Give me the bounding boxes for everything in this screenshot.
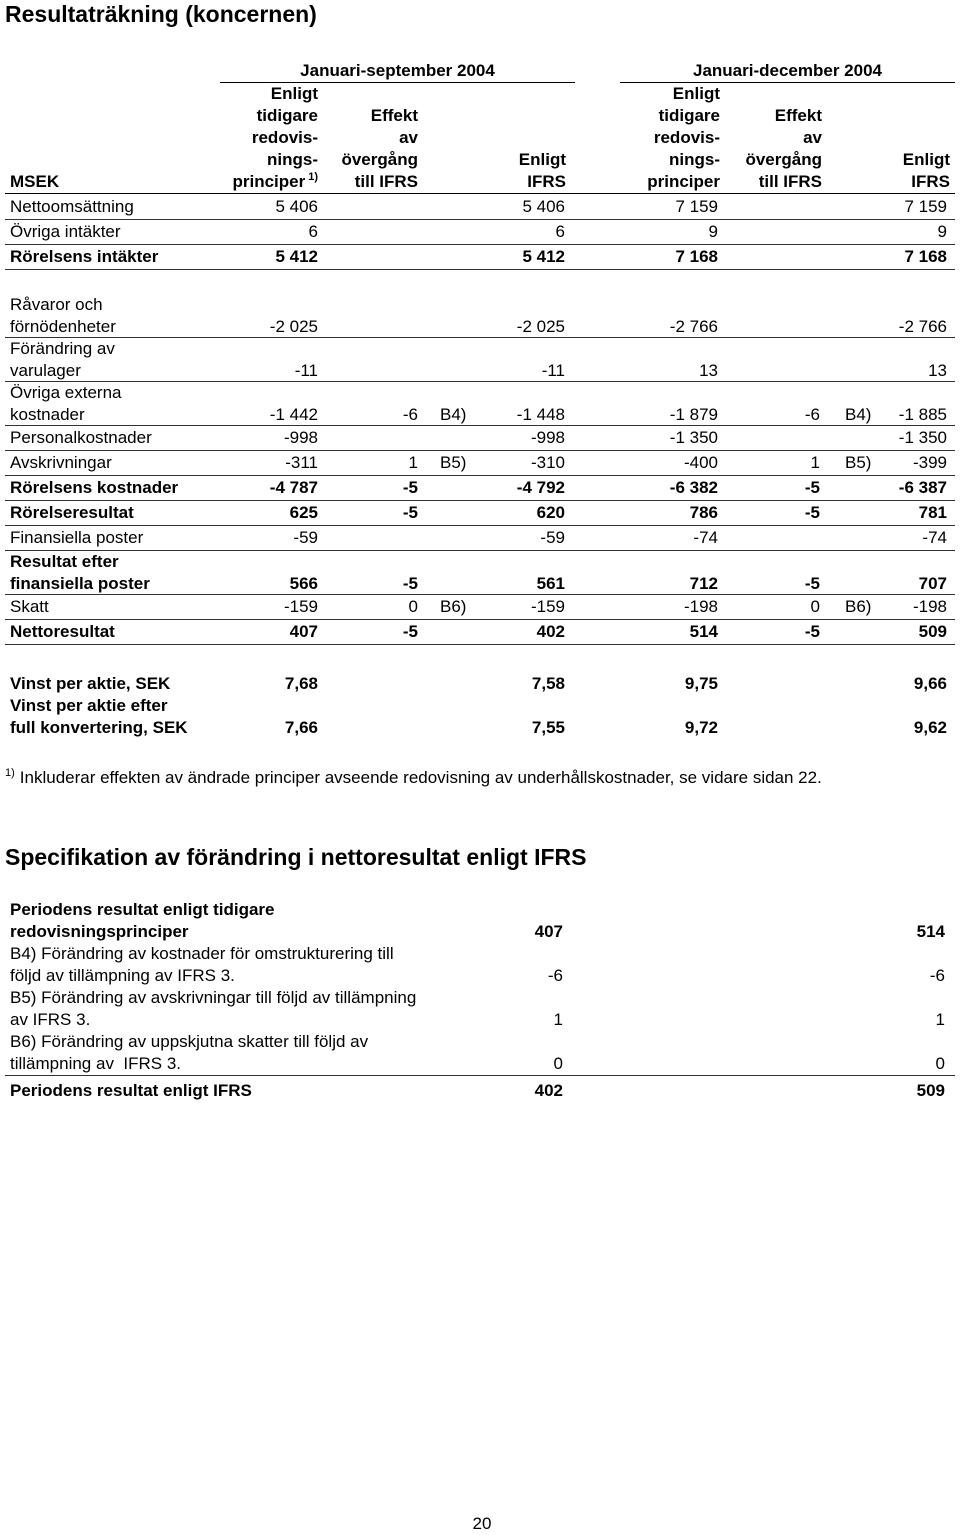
- value-ifrs-period-2: 509: [918, 622, 947, 641]
- value-effect-period-2: -5: [804, 574, 820, 593]
- table-row: [0, 426, 960, 451]
- column-header-line: principer: [647, 172, 720, 191]
- column-header-line: tidigare: [256, 106, 318, 125]
- row-label-line: Skatt: [10, 597, 49, 616]
- column-header-line: IFRS: [911, 172, 950, 191]
- note-ref-period-2: B6): [845, 597, 872, 616]
- value-effect-period-2: -5: [804, 478, 820, 497]
- value-ifrs-period-2: 9,66: [913, 674, 947, 693]
- value-previous-period-1: -1 442: [269, 405, 318, 424]
- row-group: [0, 195, 960, 270]
- column-header-effect-period-1: [325, 105, 418, 193]
- row-label-line: Råvaror och: [10, 295, 103, 314]
- value-effect-period-1: 1: [408, 453, 418, 472]
- value-previous-period-1: 407: [289, 622, 318, 641]
- value-ifrs-period-1: -11: [541, 361, 565, 380]
- row-label: [0, 673, 960, 695]
- row-label-line: Rörelsens intäkter: [10, 247, 159, 266]
- spec-row: [0, 987, 960, 1031]
- footnote-marker: 1): [5, 767, 15, 779]
- value-previous-period-2: 9,72: [684, 718, 718, 737]
- column-header-ifrs-period-2: [860, 149, 950, 193]
- value-previous-period-2: 9,75: [684, 674, 718, 693]
- table-row: [0, 338, 960, 382]
- value-previous-period-1: -311: [285, 453, 318, 472]
- unit-header: [10, 171, 59, 193]
- table-row: [0, 451, 960, 476]
- column-header-line: av: [399, 128, 418, 147]
- column-header-line: övergång: [745, 150, 822, 169]
- value-effect-period-2: 0: [810, 597, 820, 616]
- spec-value-jan-sep: 402: [534, 1081, 563, 1100]
- row-label: [0, 196, 960, 218]
- column-header: [0, 83, 960, 193]
- value-ifrs-period-1: 561: [536, 574, 565, 593]
- footnote-text: Inkluderar effekten av ändrade principer avseende redovisning av underhållskostnader, se vidare sidan 22.: [19, 768, 822, 787]
- row-label-line: Periodens resultat enligt IFRS: [10, 1081, 252, 1100]
- value-previous-period-2: 9: [708, 222, 718, 241]
- value-ifrs-period-2: -6 387: [898, 478, 947, 497]
- row-label-line: full konvertering, SEK: [10, 718, 188, 737]
- value-ifrs-period-1: 5 406: [522, 197, 565, 216]
- value-ifrs-period-1: 5 412: [522, 247, 565, 266]
- table-row: [0, 695, 960, 739]
- spec-value-jan-dec: -6: [929, 966, 945, 985]
- table-row: [0, 673, 960, 695]
- value-ifrs-period-1: -59: [540, 528, 565, 547]
- value-ifrs-period-1: -1 448: [516, 405, 565, 424]
- row-label-line: B5) Förändring av avskrivningar till följd av tillämpning: [10, 988, 417, 1007]
- row-label: [0, 221, 960, 243]
- column-header-line: IFRS: [527, 172, 566, 191]
- value-ifrs-period-1: 6: [555, 222, 565, 241]
- spec-value-jan-sep: 407: [534, 922, 563, 941]
- row-label-line: Rörelseresultat: [10, 503, 134, 522]
- value-previous-period-2: 514: [689, 622, 718, 641]
- note-ref-period-1: B6): [440, 597, 467, 616]
- value-previous-period-2: -6 382: [669, 478, 718, 497]
- row-label-line: B4) Förändring av kostnader för omstrukturering till: [10, 944, 394, 963]
- row-label: [0, 527, 960, 549]
- column-header-line: av: [803, 128, 822, 147]
- page-number: 20: [472, 1514, 492, 1533]
- table-row: [0, 294, 960, 338]
- value-previous-period-2: -400: [683, 453, 718, 472]
- value-ifrs-period-1: -2 025: [516, 317, 565, 336]
- row-label-line: Resultat efter: [10, 552, 119, 571]
- value-previous-period-1: -59: [293, 528, 318, 547]
- row-label: [0, 294, 960, 338]
- column-header-line: övergång: [341, 150, 418, 169]
- row-label-line: finansiella poster: [10, 574, 150, 593]
- row-label-line: Övriga externa: [10, 383, 122, 402]
- value-effect-period-2: 1: [810, 453, 820, 472]
- row-group: [0, 294, 960, 645]
- column-header-line: redovis-: [251, 128, 318, 147]
- value-previous-period-1: -998: [283, 428, 318, 447]
- value-previous-period-2: -2 766: [669, 317, 718, 336]
- value-ifrs-period-2: 9: [937, 222, 947, 241]
- table-row: [0, 501, 960, 526]
- column-header-ifrs-period-1: [470, 149, 566, 193]
- row-label-line: Personalkostnader: [10, 428, 152, 447]
- column-header-text: principer: [232, 172, 306, 191]
- row-label-line: tillämpning av IFRS 3.: [10, 1054, 182, 1073]
- value-previous-period-1: 5 412: [275, 247, 318, 266]
- value-effect-period-1: 0: [408, 597, 418, 616]
- value-ifrs-period-2: 9,62: [913, 718, 947, 737]
- spec-value-jan-dec: 514: [916, 922, 945, 941]
- table-row: [0, 382, 960, 426]
- value-ifrs-period-1: -310: [530, 453, 565, 472]
- table-row: [0, 195, 960, 220]
- footnote: [5, 767, 822, 789]
- value-ifrs-period-1: -159: [530, 597, 565, 616]
- period-heading-jan-sep: Januari-september 2004: [220, 60, 575, 82]
- row-label: [0, 695, 960, 739]
- table-row: [0, 526, 960, 551]
- row-label-line: varulager: [10, 361, 81, 380]
- spec-row: [0, 899, 960, 943]
- value-previous-period-1: 7,66: [284, 718, 318, 737]
- specification-title: Specifikation av förändring i nettoresultat enligt IFRS: [5, 844, 587, 870]
- row-label-line: Övriga intäkter: [10, 222, 121, 241]
- row-label: [0, 246, 960, 268]
- row-label-line: Finansiella poster: [10, 528, 144, 547]
- column-header-previous-period-1: [200, 83, 318, 193]
- value-previous-period-1: 5 406: [275, 197, 318, 216]
- table-row: [0, 220, 960, 245]
- column-header-line: nings-: [669, 150, 720, 169]
- value-previous-period-2: 13: [699, 361, 718, 380]
- value-ifrs-period-1: 7,55: [531, 718, 565, 737]
- note-ref-period-1: B5): [440, 453, 467, 472]
- row-label-line: Avskrivningar: [10, 453, 112, 472]
- period-heading-jan-dec: Januari-december 2004: [620, 60, 955, 82]
- value-previous-period-1: -2 025: [269, 317, 318, 336]
- note-ref-period-1: B4): [440, 405, 467, 424]
- column-header-line: redovis-: [653, 128, 720, 147]
- value-previous-period-2: -74: [693, 528, 718, 547]
- column-header-line: Effekt: [774, 106, 822, 125]
- value-ifrs-period-2: -2 766: [898, 317, 947, 336]
- column-header-line: Effekt: [370, 106, 418, 125]
- row-label-line: följd av tillämpning av IFRS 3.: [10, 966, 235, 985]
- value-previous-period-1: 566: [289, 574, 318, 593]
- value-effect-period-1: -6: [402, 405, 418, 424]
- value-ifrs-period-2: -74: [922, 528, 947, 547]
- column-header-line: Enligt: [270, 84, 318, 103]
- value-ifrs-period-2: 13: [928, 361, 947, 380]
- value-ifrs-period-2: 7 168: [904, 247, 947, 266]
- value-previous-period-1: 6: [308, 222, 318, 241]
- value-previous-period-1: 625: [289, 503, 318, 522]
- row-label-line: Nettoresultat: [10, 622, 115, 641]
- table-row: [0, 620, 960, 645]
- spec-row: [0, 1075, 960, 1102]
- value-previous-period-2: -1 879: [669, 405, 718, 424]
- value-ifrs-period-1: 402: [536, 622, 565, 641]
- value-ifrs-period-2: -1 350: [898, 428, 947, 447]
- value-effect-period-1: -5: [402, 478, 418, 497]
- table-row: [0, 551, 960, 595]
- table-row: [0, 595, 960, 620]
- row-label-line: redovisningsprinciper: [10, 922, 189, 941]
- value-previous-period-1: -4 787: [269, 478, 318, 497]
- column-header-line: Enligt: [672, 84, 720, 103]
- row-label-line: Rörelsens kostnader: [10, 478, 179, 497]
- income-statement-table: [0, 195, 960, 739]
- value-ifrs-period-2: 707: [918, 574, 947, 593]
- column-header-line: [200, 171, 318, 193]
- row-label-line: förnödenheter: [10, 317, 116, 336]
- value-effect-period-2: -5: [804, 503, 820, 522]
- value-ifrs-period-2: -1 885: [898, 405, 947, 424]
- column-header-line: Enligt: [902, 150, 950, 169]
- value-ifrs-period-1: 620: [536, 503, 565, 522]
- row-label-line: Förändring av: [10, 339, 115, 358]
- column-header-line: Enligt: [518, 150, 566, 169]
- row-label-line: Vinst per aktie, SEK: [10, 674, 171, 693]
- note-ref-period-2: B5): [845, 453, 872, 472]
- value-previous-period-1: 7,68: [284, 674, 318, 693]
- value-ifrs-period-1: -4 792: [516, 478, 565, 497]
- column-header-effect-period-2: [725, 105, 822, 193]
- value-effect-period-2: -6: [804, 405, 820, 424]
- value-previous-period-2: -198: [683, 597, 718, 616]
- value-previous-period-2: -1 350: [669, 428, 718, 447]
- specification-table: [0, 899, 960, 1102]
- row-label-line: Nettoomsättning: [10, 197, 134, 216]
- value-previous-period-1: -159: [283, 597, 318, 616]
- column-header-line: till IFRS: [354, 172, 418, 191]
- spec-value-jan-sep: 1: [553, 1010, 563, 1029]
- spec-value-jan-sep: -6: [547, 966, 563, 985]
- value-ifrs-period-2: 7 159: [904, 197, 947, 216]
- value-previous-period-2: 712: [689, 574, 718, 593]
- value-effect-period-1: -5: [402, 503, 418, 522]
- spec-value-jan-dec: 509: [916, 1081, 945, 1100]
- value-ifrs-period-1: 7,58: [531, 674, 565, 693]
- value-ifrs-period-2: -399: [912, 453, 947, 472]
- value-ifrs-period-2: 781: [918, 503, 947, 522]
- footnote-marker: 1): [308, 171, 318, 183]
- value-previous-period-2: 7 159: [675, 197, 718, 216]
- row-label-line: kostnader: [10, 405, 85, 424]
- spec-value-jan-dec: 0: [935, 1054, 945, 1073]
- table-row: [0, 245, 960, 270]
- column-header-line: tidigare: [658, 106, 720, 125]
- column-header-line: till IFRS: [758, 172, 822, 191]
- row-label: [0, 427, 960, 449]
- value-previous-period-2: 786: [689, 503, 718, 522]
- value-previous-period-2: 7 168: [675, 247, 718, 266]
- row-label-line: Periodens resultat enligt tidigare: [10, 900, 275, 919]
- value-effect-period-1: -5: [402, 622, 418, 641]
- spec-value-jan-sep: 0: [553, 1054, 563, 1073]
- value-ifrs-period-1: -998: [530, 428, 565, 447]
- table-row: [0, 476, 960, 501]
- spec-row: [0, 943, 960, 987]
- row-label-line: Vinst per aktie efter: [10, 696, 168, 715]
- row-label: [0, 338, 960, 382]
- column-header-line: nings-: [267, 150, 318, 169]
- value-ifrs-period-2: -198: [912, 597, 947, 616]
- row-label-line: B6) Förändring av uppskjutna skatter till följd av: [10, 1032, 369, 1051]
- row-group: [0, 673, 960, 739]
- value-previous-period-1: -11: [294, 361, 318, 380]
- page-title: Resultaträkning (koncernen): [5, 1, 317, 27]
- value-effect-period-2: -5: [804, 622, 820, 641]
- value-effect-period-1: -5: [402, 574, 418, 593]
- spec-row: [0, 1031, 960, 1075]
- spec-value-jan-dec: 1: [935, 1010, 945, 1029]
- column-header-previous-period-2: [620, 83, 720, 193]
- note-ref-period-2: B4): [845, 405, 872, 424]
- row-label-line: av IFRS 3.: [10, 1010, 91, 1029]
- unit-label: MSEK: [10, 172, 60, 191]
